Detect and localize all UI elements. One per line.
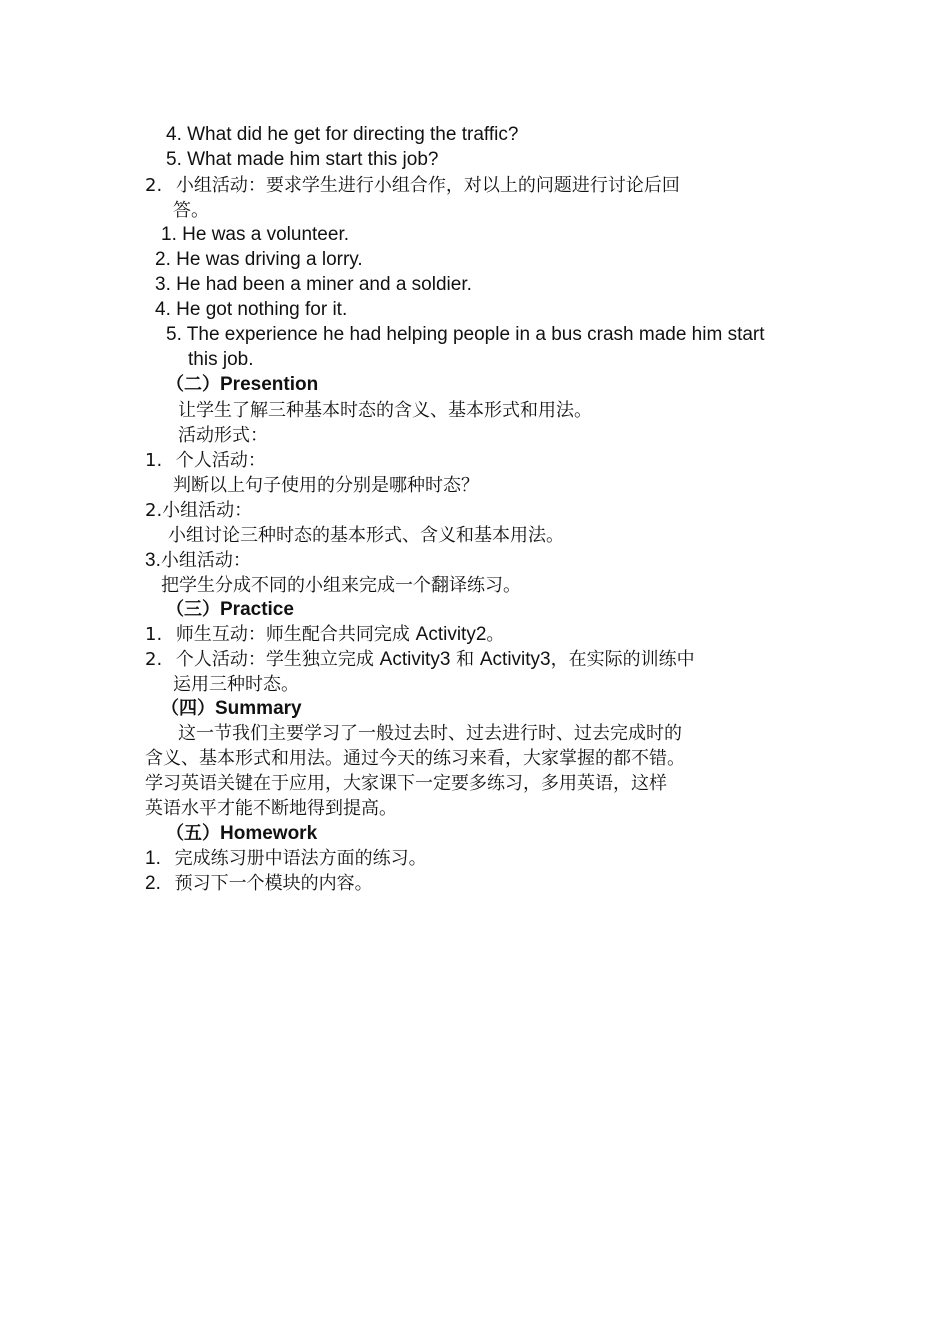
homework-item-2: 2. 预习下一个模块的内容。 [145, 873, 373, 894]
list-number: 2. [145, 175, 163, 196]
answer-2: 2. He was driving a lorry. [155, 249, 363, 270]
section-heading-presentation: （二）Presention [166, 374, 319, 395]
summary-line-3: 学习英语关键在于应用，大家课下一定要多练习，多用英语，这样 [145, 773, 667, 794]
answer-5-continuation: this job. [188, 349, 254, 370]
group-activity-line [145, 173, 680, 198]
answer-4: 4. He got nothing for it. [155, 299, 348, 320]
section-heading-practice: （三）Practice [166, 599, 294, 620]
practice-item-2-continuation: 运用三种时态。 [173, 674, 299, 695]
answer-3: 3. He had been a miner and a soldier. [155, 274, 472, 295]
summary-line-1: 这一节我们主要学习了一般过去时、过去进行时、过去完成时的 [178, 723, 682, 744]
section-heading-summary: （四）Summary [161, 698, 302, 719]
summary-line-2: 含义、基本形式和用法。通过今天的练习来看，大家掌握的都不错。 [145, 748, 685, 769]
presentation-item-2-text: 小组讨论三种时态的基本形式、含义和基本用法。 [168, 525, 564, 546]
practice-item-2: 2. 个人活动：学生独立完成 Activity3 和 Activity3，在实际的训练中 [145, 649, 695, 670]
question-5: 5. What made him start this job? [166, 149, 439, 170]
homework-item-1: 1. 完成练习册中语法方面的练习。 [145, 848, 427, 869]
presentation-item-1: 1. 个人活动： [145, 450, 266, 471]
summary-line-4: 英语水平才能不断地得到提高。 [145, 798, 397, 819]
activity-form-label: 活动形式： [178, 425, 268, 446]
presentation-item-1-text: 判断以上句子使用的分别是哪种时态？ [173, 475, 479, 496]
practice-item-1: 1. 师生互动：师生配合共同完成 Activity2。 [145, 624, 505, 645]
answer-5: 5. The experience he had helping people in a bus crash made him start [166, 324, 765, 345]
presentation-item-2: 2.小组活动： [145, 500, 253, 521]
presentation-description: 让学生了解三种基本时态的含义、基本形式和用法。 [178, 400, 592, 421]
section-heading-homework: （五）Homework [166, 823, 318, 844]
question-4: 4. What did he get for directing the traffic? [166, 124, 519, 145]
group-activity-continuation: 答。 [173, 200, 209, 221]
presentation-item-3: 3.小组活动： [145, 550, 251, 571]
answer-1: 1. He was a volunteer. [161, 224, 349, 245]
presentation-item-3-text: 把学生分成不同的小组来完成一个翻译练习。 [161, 575, 521, 596]
group-activity-text: 小组活动：要求学生进行小组合作，对以上的问题进行讨论后回 [175, 175, 680, 196]
